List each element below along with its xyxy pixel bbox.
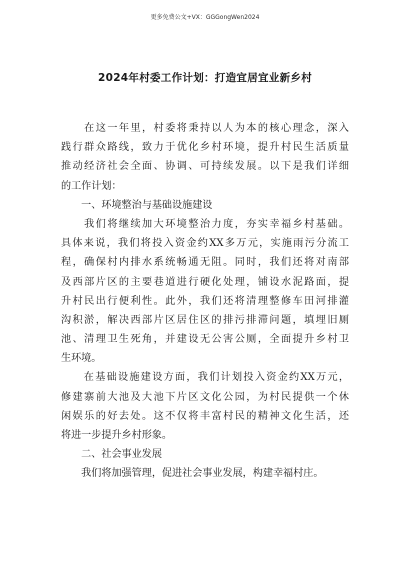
text-line: 践行群众路线，致力于优化乡村环境，提升村民生活质量 <box>61 142 349 154</box>
text-line: 推动经济社会全面、协调、可持续发展。以下是我们详细 <box>61 161 349 173</box>
paragraph-environment <box>61 215 349 369</box>
section-heading-environment <box>61 196 349 215</box>
text-line: 在这一年里，村委将秉持以人为本的核心理念，深入 <box>61 123 349 134</box>
text-line: 修建寨前大池及大池下片区文化公园，为村民提供一个休 <box>61 391 349 403</box>
paragraph-social <box>61 464 349 483</box>
paragraph-infrastructure <box>61 368 349 445</box>
text-line: 我们将加强管理，促进社会事业发展，构建幸福村庄。 <box>61 468 324 480</box>
text-line: 的工作计划： <box>61 180 122 192</box>
text-line: 及西部片区的主要巷道进行硬化处理，铺设水泥路面，提 <box>61 276 349 288</box>
text-line: 具体来说，我们将投入资金约XX多万元，实施雨污分流工 <box>61 238 349 250</box>
section-heading-social <box>61 445 349 464</box>
text-line: 沟积淤，解决西部片区居住区的排污排滞问题，填埋旧厕 <box>61 314 349 326</box>
document-body <box>61 119 349 484</box>
text-line: 程，确保村内排水系统畅通无阻。同时，我们还将对南部 <box>61 257 349 269</box>
text-line: 二、社会事业发展 <box>61 449 162 461</box>
text-line: 生环境。 <box>61 353 102 365</box>
text-line: 在基础设施建设方面，我们计划投入资金约XX万元， <box>61 372 349 384</box>
header-note: 更多免费公文+VX：GGGongWen2024 <box>150 14 260 21</box>
text-line: 升村民出行便利性。此外，我们还将清理整修车田河排灌 <box>61 295 349 307</box>
text-line: 池、清理卫生死角，并建设无公害公厕，全面提升乡村卫 <box>61 334 349 346</box>
text-line: 一、环境整治与基础设施建设 <box>61 199 213 211</box>
text-line: 闲娱乐的好去处。这不仅将丰富村民的精神文化生活，还 <box>61 410 349 422</box>
text-line: 我们将继续加大环境整治力度，夯实幸福乡村基础。 <box>61 218 349 230</box>
document-title: 2024年村委工作计划：打造宜居宜业新乡村 <box>97 72 313 84</box>
text-line: 将进一步提升乡村形象。 <box>61 430 173 441</box>
paragraph-intro <box>61 119 349 196</box>
